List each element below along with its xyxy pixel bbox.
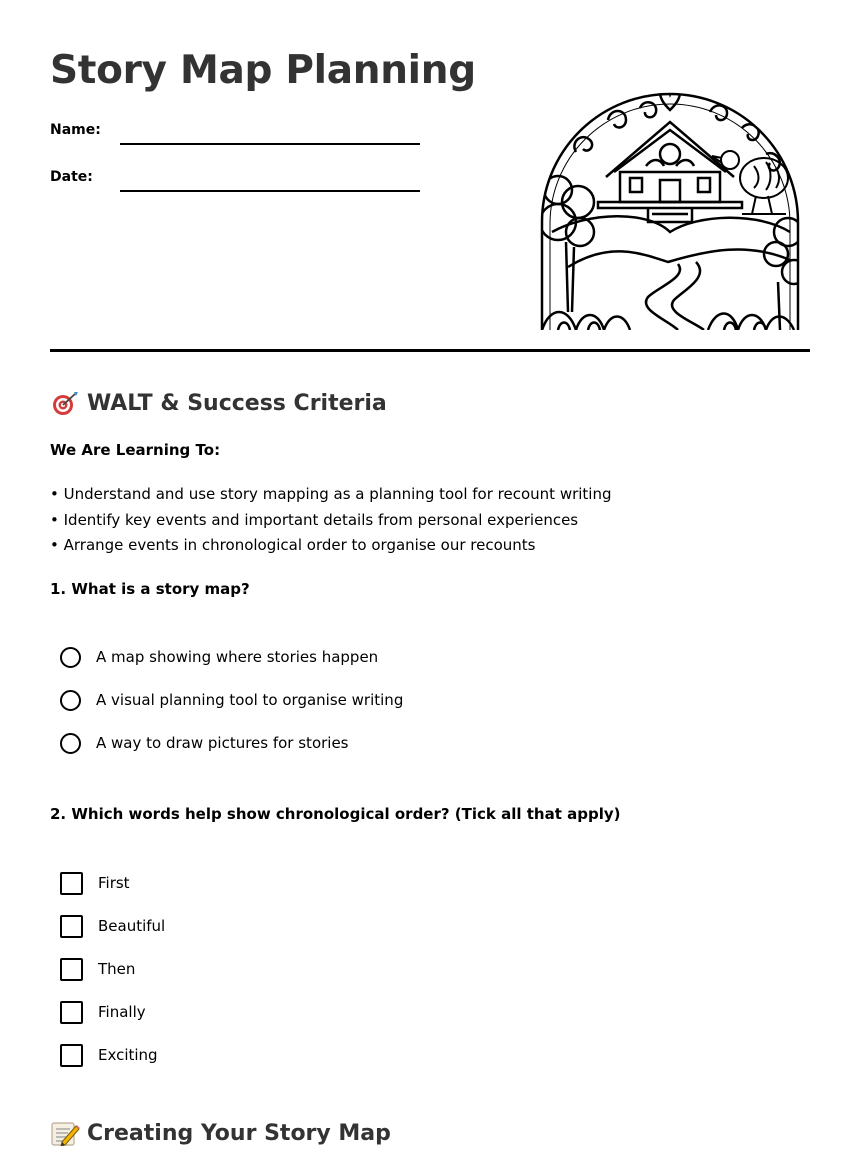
- q2-option-4[interactable]: [60, 1000, 146, 1024]
- q1-option-2[interactable]: [60, 688, 403, 712]
- page-title: Story Map Planning: [50, 48, 476, 93]
- q2-option-3[interactable]: [60, 957, 135, 981]
- checkbox[interactable]: [60, 872, 83, 895]
- goal-item: • Identify key events and important details from personal experiences: [50, 508, 612, 534]
- checkbox[interactable]: [60, 915, 83, 938]
- date-line[interactable]: [120, 190, 420, 192]
- checkbox[interactable]: [60, 1044, 83, 1067]
- checkbox[interactable]: [60, 958, 83, 981]
- q2-option-1[interactable]: [60, 871, 130, 895]
- option-label: Beautiful: [98, 917, 166, 935]
- checkbox[interactable]: [60, 1001, 83, 1024]
- name-field[interactable]: [50, 120, 420, 146]
- create-heading: [50, 1120, 391, 1146]
- option-label: A map showing where stories happen: [96, 648, 379, 666]
- radio-button[interactable]: [60, 733, 81, 754]
- question-2: 2. Which words help show chronological order? (Tick all that apply): [50, 805, 621, 823]
- house-landscape-illustration: [528, 82, 812, 332]
- date-label: Date:: [50, 169, 93, 185]
- name-line[interactable]: [120, 143, 420, 145]
- q2-option-2[interactable]: [60, 914, 165, 938]
- q2-option-5[interactable]: [60, 1043, 158, 1067]
- radio-button[interactable]: [60, 647, 81, 668]
- header-divider: [50, 349, 810, 352]
- name-label: Name:: [50, 122, 101, 138]
- option-label: Then: [98, 960, 136, 978]
- goal-item: • Understand and use story mapping as a planning tool for recount writing: [50, 482, 612, 508]
- q1-option-3[interactable]: [60, 731, 349, 755]
- option-label: First: [98, 874, 130, 892]
- question-1: 1. What is a story map?: [50, 580, 250, 598]
- memo-pencil-icon: [50, 1120, 80, 1146]
- goal-list: [50, 482, 612, 559]
- walt-label: We Are Learning To:: [50, 441, 221, 459]
- date-field[interactable]: [50, 167, 420, 193]
- goal-item: • Arrange events in chronological order to organise our recounts: [50, 533, 612, 559]
- option-label: A way to draw pictures for stories: [96, 734, 349, 752]
- walt-heading-text: WALT & Success Criteria: [87, 390, 387, 416]
- radio-button[interactable]: [60, 690, 81, 711]
- option-label: Exciting: [98, 1046, 158, 1064]
- q1-option-1[interactable]: [60, 645, 378, 669]
- target-icon: [50, 390, 80, 416]
- walt-heading: [50, 390, 387, 416]
- option-label: A visual planning tool to organise writing: [96, 691, 404, 709]
- option-label: Finally: [98, 1003, 146, 1021]
- create-heading-text: Creating Your Story Map: [87, 1120, 391, 1146]
